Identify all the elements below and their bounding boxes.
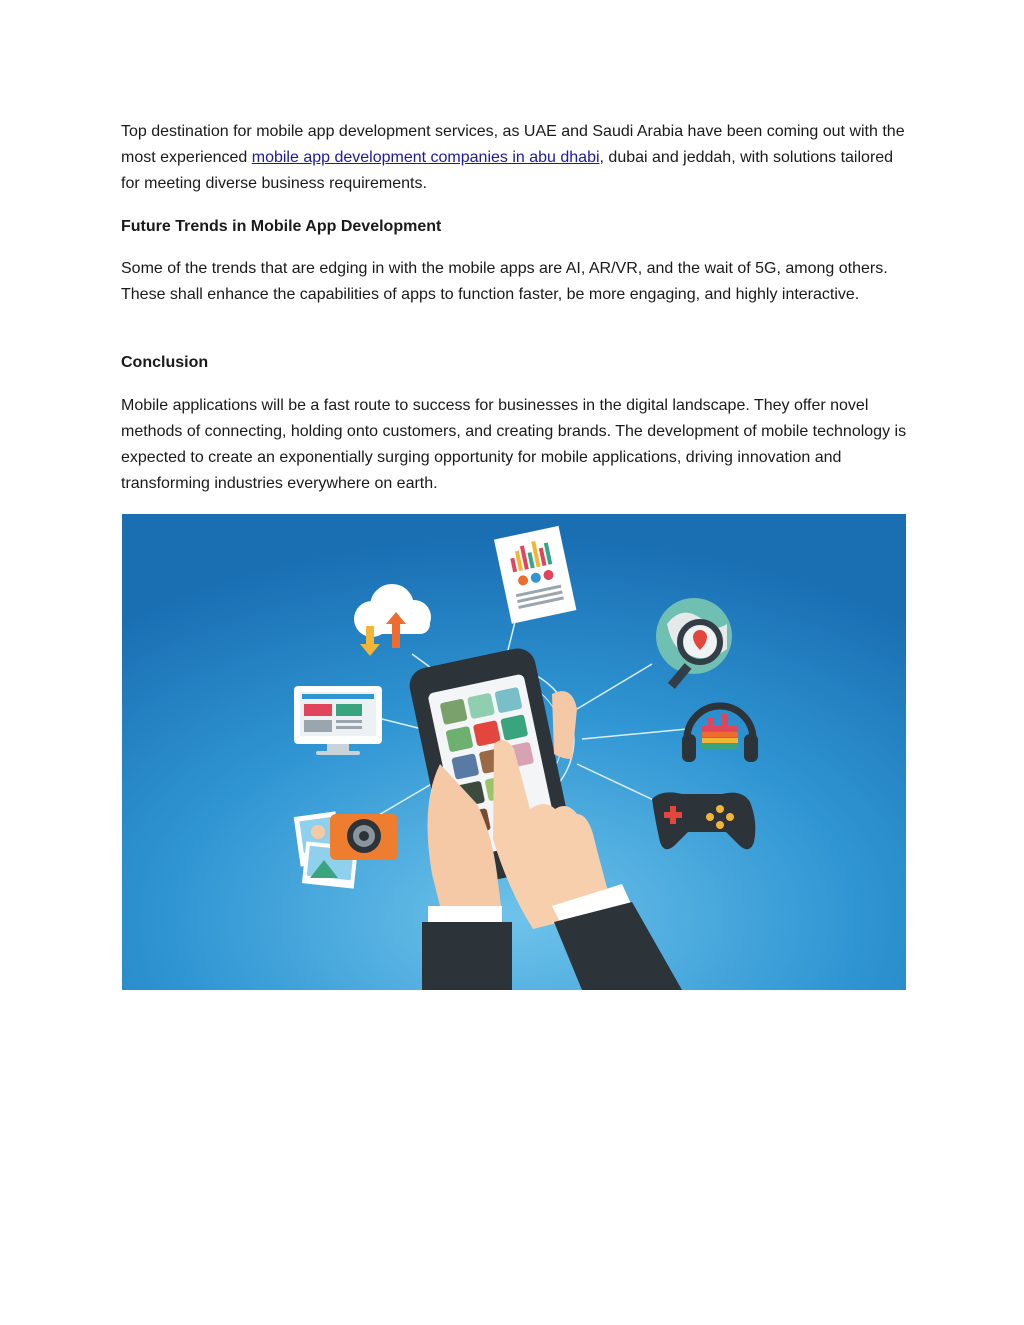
mobile-apps-illustration (122, 514, 906, 990)
intro-paragraph (121, 119, 911, 197)
future-trends-heading: Future Trends in Mobile App Development (121, 218, 442, 235)
intro-text-after: , dubai and jeddah, with solutions tailored for meeting diverse business requirements. (121, 149, 894, 192)
conclusion-heading: Conclusion (121, 354, 209, 371)
conclusion-paragraph: Mobile applications will be a fast route to success for businesses in the digital landscape. They offer novel methods of connecting, holding onto customers, and creating brands. The development of mobile technology is expected to create an exponentially surging opportunity for mobile applications, driving innovation and transforming industries everywhere on earth. (121, 397, 907, 492)
abu-dhabi-link[interactable]: mobile app development companies in abu dhabi (251, 149, 600, 166)
illustration-svg (122, 514, 906, 990)
intro-text-before: Top destination for mobile app development services, as UAE and Saudi Arabia have been coming out with the most experienced (121, 123, 905, 166)
future-trends-paragraph: Some of the trends that are edging in with the mobile apps are AI, AR/VR, and the wait of 5G, among others. These shall enhance the capabilities of apps to function faster, be more engaging, and highly interactive. (121, 260, 888, 303)
